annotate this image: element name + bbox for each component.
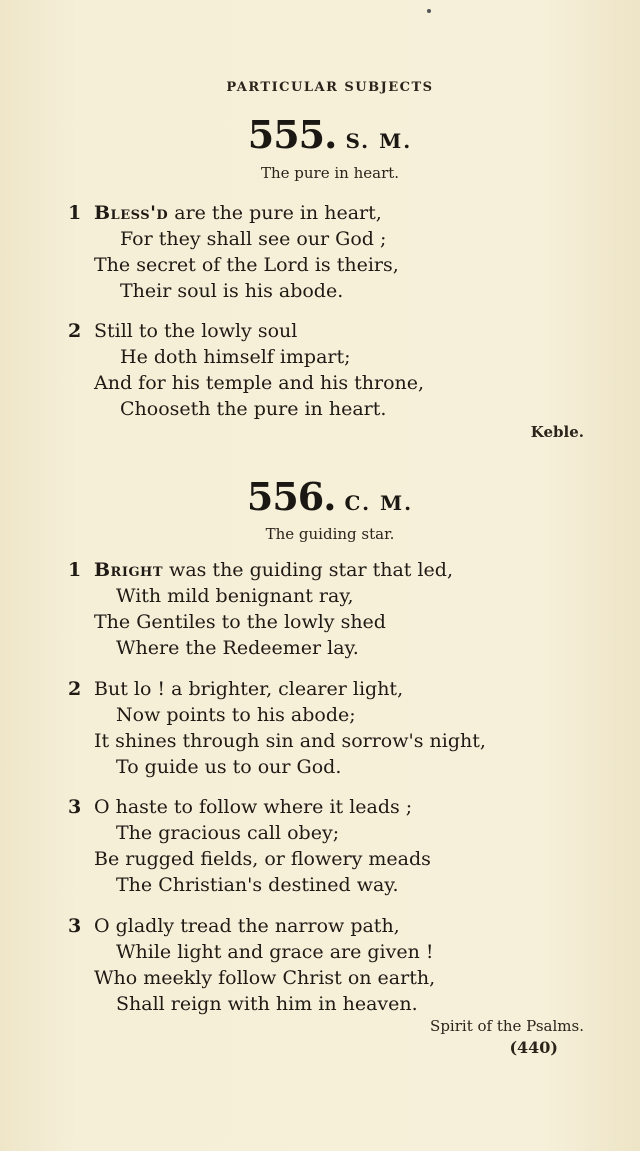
verse-line bbox=[68, 794, 588, 820]
hymn-number: 556. bbox=[246, 474, 336, 519]
verse-first-word: Bright bbox=[94, 559, 164, 581]
verse-number: 3 bbox=[68, 915, 82, 937]
stanza bbox=[68, 913, 588, 1017]
verse-line: With mild benignant ray, bbox=[116, 585, 354, 607]
verse-line: And for his temple and his throne, bbox=[94, 372, 425, 394]
verse-line: It shines through sin and sorrow's night, bbox=[94, 730, 486, 752]
verse-line bbox=[68, 557, 588, 583]
stanza bbox=[68, 676, 588, 780]
verse-line: The Gentiles to the lowly shed bbox=[94, 611, 386, 633]
verse-line: Their soul is his abode. bbox=[120, 280, 344, 302]
verse-line: Now points to his abode; bbox=[116, 704, 356, 726]
running-head: PARTICULAR SUBJECTS bbox=[226, 80, 434, 95]
verse-line: Shall reign with him in heaven. bbox=[116, 993, 418, 1015]
verse-line: The Christian's destined way. bbox=[116, 874, 399, 896]
verse-number: 2 bbox=[68, 678, 82, 700]
verse-text: O gladly tread the narrow path, bbox=[94, 915, 400, 937]
verse-text: was the guiding star that led, bbox=[163, 559, 453, 581]
verse-first-word: Bless'd bbox=[94, 202, 169, 224]
hymn-title: The guiding star. bbox=[265, 525, 395, 543]
ink-speck bbox=[427, 9, 431, 13]
verse-text: But lo ! a brighter, clearer light, bbox=[94, 678, 404, 700]
verse-line: Who meekly follow Christ on earth, bbox=[94, 967, 436, 989]
stanza bbox=[68, 794, 588, 898]
hymn-author: Keble. bbox=[530, 423, 584, 441]
hymn-meter: S. M. bbox=[345, 129, 413, 153]
verse-number: 1 bbox=[68, 559, 82, 581]
verse-line: To guide us to our God. bbox=[116, 756, 342, 778]
verse-number: 3 bbox=[68, 796, 82, 818]
verse-text: Still to the lowly soul bbox=[94, 320, 298, 342]
hymn-title: The pure in heart. bbox=[260, 164, 400, 182]
verse-line: Where the Redeemer lay. bbox=[116, 637, 359, 659]
hymn-556-heading bbox=[0, 474, 640, 519]
verse-text: are the pure in heart, bbox=[168, 202, 382, 224]
page-number: (440) bbox=[509, 1038, 558, 1057]
verse-line: While light and grace are given ! bbox=[116, 941, 434, 963]
verse-line: The secret of the Lord is theirs, bbox=[94, 254, 399, 276]
verse-line: The gracious call obey; bbox=[116, 822, 340, 844]
hymn-author: Spirit of the Psalms. bbox=[430, 1017, 584, 1035]
stanza bbox=[68, 557, 588, 661]
verse-line bbox=[68, 200, 588, 226]
stanza bbox=[68, 318, 588, 422]
verse-line: Chooseth the pure in heart. bbox=[120, 398, 387, 420]
hymn-meter: C. M. bbox=[344, 491, 414, 515]
verse-text: O haste to follow where it leads ; bbox=[94, 796, 413, 818]
verse-line: He doth himself impart; bbox=[120, 346, 351, 368]
verse-line bbox=[68, 318, 588, 344]
verse-line: Be rugged fields, or flowery meads bbox=[94, 848, 431, 870]
verse-line bbox=[68, 676, 588, 702]
verse-line bbox=[68, 913, 588, 939]
verse-line: For they shall see our God ; bbox=[120, 228, 387, 250]
verse-number: 1 bbox=[68, 202, 82, 224]
verse-number: 2 bbox=[68, 320, 82, 342]
hymn-number: 555. bbox=[247, 112, 337, 157]
stanza bbox=[68, 200, 588, 304]
hymn-555-heading bbox=[0, 112, 640, 157]
